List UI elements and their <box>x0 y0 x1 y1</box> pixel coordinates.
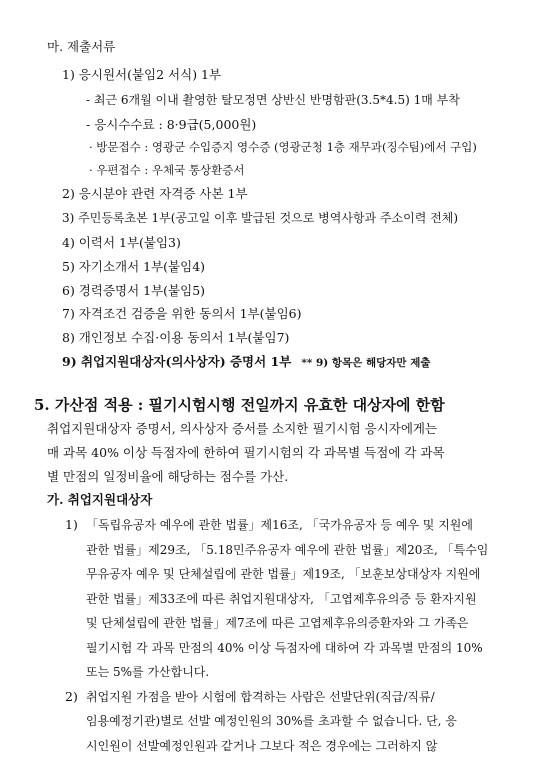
ga-item-1-line-5: 및 단체설립에 관한 법률」제7조에 따른 고엽제후유의증환자와 그 가족은 <box>86 616 469 630</box>
list-item-9 <box>62 354 431 371</box>
list-item-7: 7) 자격조건 검증을 위한 동의서 1부(붙임6) <box>62 306 302 321</box>
ga-item-1-line-2: 관한 법률」제29조, 「5.18민주유공자 예우에 관한 법률」제20조, 「특수임 <box>86 543 489 557</box>
list-item-2: 2) 응시분야 관련 자격증 사본 1부 <box>62 186 248 201</box>
list-subitem-visit: · 방문접수 : 영광군 수입증지 영수증 (영광군청 1층 재무과(징수팀)에서 구입) <box>89 140 477 154</box>
subheading-ga: 가. 취업지원대상자 <box>47 492 153 507</box>
ga-item-2-line-1: 취업지원 가점을 받아 시험에 합격하는 사람은 선발단위(직급/직류/ <box>86 690 435 704</box>
ga-item-2-line-3: 시인원이 선발예정인원과 같거나 그보다 적은 경우에는 그러하지 않 <box>86 739 438 753</box>
ga-item-1-line-3: 무유공자 예우 및 단체설립에 관한 법률」제19조, 「보훈보상대상자 지원에 <box>86 567 481 581</box>
list-item-3: 3) 주민등록초본 1부(공고일 이후 발급된 것으로 병역사항과 주소이력 전체) <box>62 211 459 225</box>
list-subitem-mail: · 우편접수 : 우체국 통상환증서 <box>89 163 245 177</box>
ga-item-1-line-6: 필기시험 각 과목 만점의 40% 이상 득점자에 대하여 각 과목별 만점의 10% <box>86 641 483 655</box>
section-5-body-line-2: 매 과목 40% 이상 득점자에 한하여 필기시험의 각 과목별 득점에 각 과목 <box>47 445 445 460</box>
section-5-title: 5. 가산점 적용 : 필기시험시행 전일까지 유효한 대상자에 한함 <box>34 396 445 414</box>
list-item-9-label: 9) 취업지원대상자(의사상자) 증명서 1부 <box>62 354 292 369</box>
ga-item-1-line-7: 또는 5%를 가산합니다. <box>86 665 210 679</box>
ga-item-1-number: 1) <box>65 517 78 532</box>
section-5-body-line-3: 별 만점의 일정비율에 해당하는 점수를 가산. <box>47 469 289 484</box>
list-item-6: 6) 경력증명서 1부(붙임5) <box>62 283 206 298</box>
list-item-9-note: ** 9) 항목은 해당자만 제출 <box>301 357 431 369</box>
list-item-5: 5) 자기소개서 1부(붙임4) <box>62 259 206 274</box>
ga-item-2-line-2: 임용예정기관)별로 선발 예정인원의 30%를 초과할 수 없습니다. 단, 응 <box>86 714 457 728</box>
list-subitem-photo: - 최근 6개월 이내 촬영한 탈모정면 상반신 반명함판(3.5*4.5) 1매 부착 <box>86 93 460 107</box>
ga-item-2-number: 2) <box>65 689 78 704</box>
section-5-body-line-1: 취업지원대상자 증명서, 의사상자 증서를 소지한 필기시험 응시자에게는 <box>47 421 438 436</box>
list-subitem-fee: - 응시수수료 : 8·9급(5,000원) <box>86 117 257 132</box>
ga-item-1-line-1: 「독립유공자 예우에 관한 법률」제16조, 「국가유공자 등 예우 및 지원에 <box>86 518 473 532</box>
list-item-8: 8) 개인정보 수집·이용 동의서 1부(붙임7) <box>62 330 290 345</box>
heading-ma: 마. 제출서류 <box>47 39 116 54</box>
list-item-1: 1) 응시원서(붙임2 서식) 1부 <box>62 67 222 82</box>
ga-item-1-line-4: 관한 법률」제33조에 따른 취업지원대상자, 「고엽제후유의증 등 환자지원 <box>86 592 477 606</box>
list-item-4: 4) 이력서 1부(붙임3) <box>62 235 181 250</box>
